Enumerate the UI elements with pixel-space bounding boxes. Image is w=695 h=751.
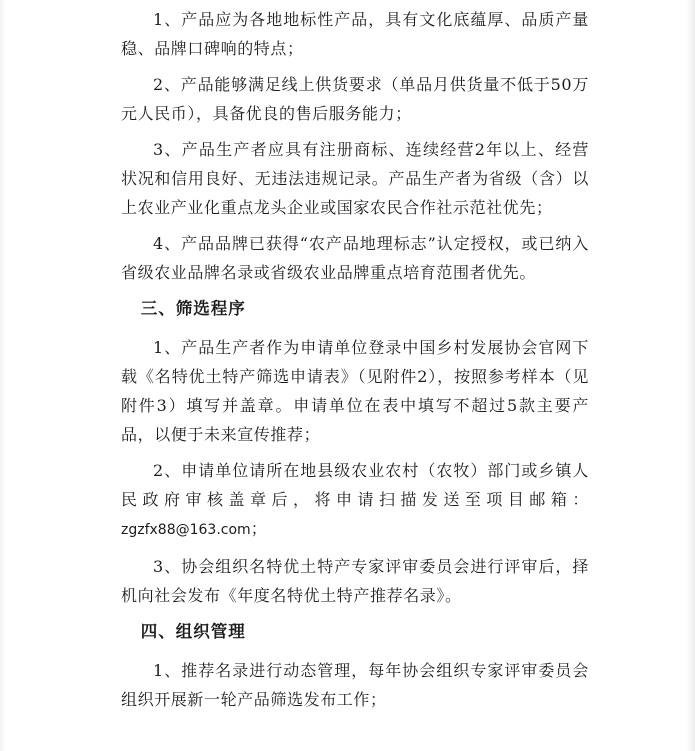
criterion-2: 2、产品能够满足线上供货要求（单品月供货量不低于50万元人民币），具备优良的售后服务能力； <box>121 75 589 123</box>
criterion-1: 1、产品应为各地地标性产品，具有文化底蕴厚、品质产量稳、品牌口碑响的特点； <box>121 10 589 58</box>
management-item-1: 1、推荐名录进行动态管理，每年协会组织专家评审委员会组织开展新一轮产品筛选发布工作； <box>121 661 589 709</box>
section-heading-procedure: 三、筛选程序 <box>140 299 246 318</box>
project-email: zgzfx88@163.com <box>121 522 251 538</box>
procedure-step-3: 3、协会组织名特优土特产专家评审委员会进行评审后，择机向社会发布《年度名特优土特产推荐名录》。 <box>121 557 589 605</box>
criterion-4: 4、产品品牌已获得“农产品地理标志”认定授权，或已纳入省级农业品牌名录或省级农业品牌重点培育范围者优先。 <box>121 234 589 282</box>
procedure-step-1: 1、产品生产者作为申请单位登录中国乡村发展协会官网下载《名特优土特产筛选申请表》（见附件2），按照参考样本（见附件3）填写并盖章。申请单位在表中填写不超过5款主要产品，以便于未来宣传推荐； <box>121 338 589 444</box>
procedure-step-2 <box>121 456 589 545</box>
criterion-3: 3、产品生产者应具有注册商标、连续经营2年以上、经营状况和信用良好、无违法违规记录。产品生产者为省级（含）以上农业产业化重点龙头企业或国家农民合作社示范社优先； <box>121 140 589 217</box>
procedure-step-2-text: 2、申请单位请所在地县级农业农村（农牧）部门或乡镇人民政府审核盖章后，将申请扫描发送至项目邮箱： <box>121 461 589 509</box>
document-body <box>121 5 589 720</box>
procedure-step-2-end: ； <box>250 519 268 538</box>
section-heading-management: 四、组织管理 <box>140 622 246 641</box>
